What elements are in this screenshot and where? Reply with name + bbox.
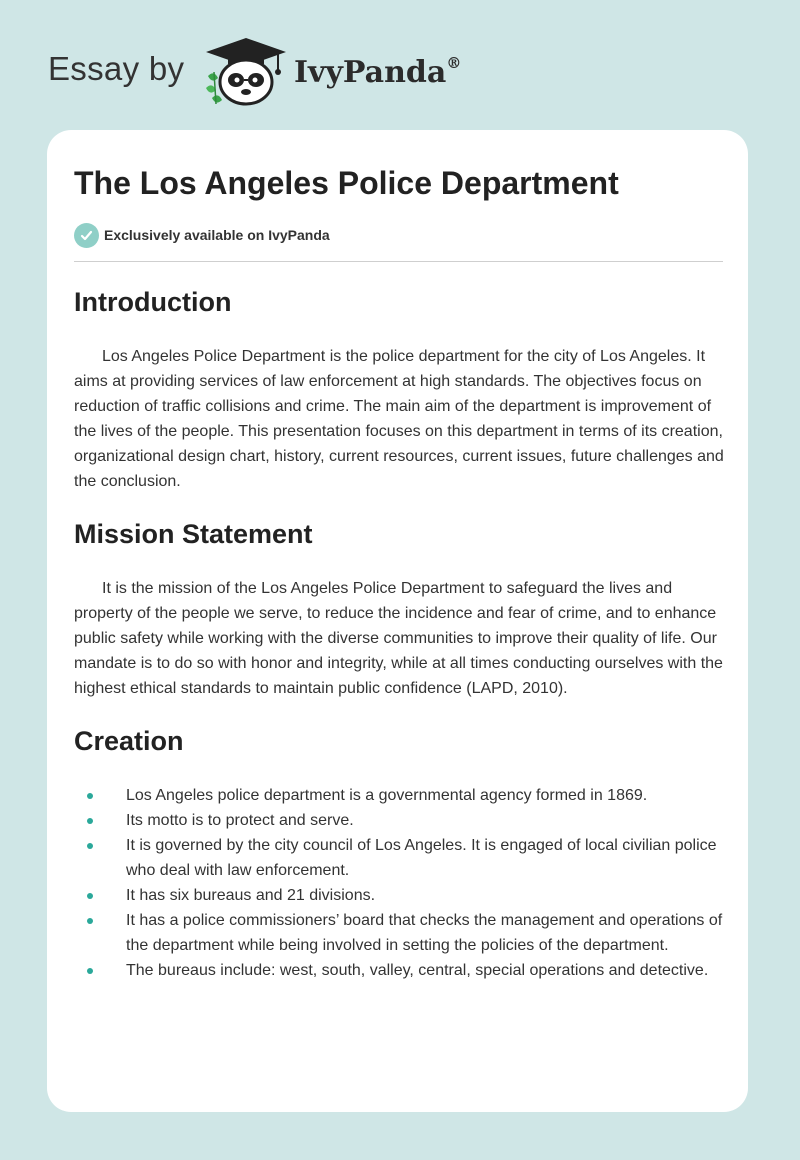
section-creation (74, 719, 724, 983)
list-item: It has six bureaus and 21 divisions. (74, 883, 724, 908)
list-item: It has a police commissioners’ board that checks the management and operations of the department while being involved in setting the policies of the department. (74, 908, 724, 958)
brand-logo[interactable] (294, 54, 461, 90)
section-heading: Creation (74, 726, 184, 756)
badge-label: Exclusively available on IvyPanda (104, 227, 330, 243)
essay-content (74, 280, 724, 983)
list-item: It is governed by the city council of Los Angeles. It is engaged of local civilian police who deal with law enforcement. (74, 833, 724, 883)
exclusive-badge (74, 222, 330, 248)
section-paragraph: It is the mission of the Los Angeles Police Department to safeguard the lives and property of the people we serve, to reduce the incidence and fear of crime, and to enhance public safety while working with the diverse communities to improve their quality of life. Our mandate is to do so with honor and integrity, while at all times conducting ourselves with the highest ethical standards to maintain public confidence (LAPD, 2010). (74, 580, 723, 697)
section-introduction (74, 280, 724, 494)
site-header (0, 0, 800, 130)
section-heading: Mission Statement (74, 519, 313, 549)
page-title: The Los Angeles Police Department (74, 165, 619, 201)
check-circle-icon (74, 223, 99, 248)
essay-by-label: Essay by (48, 50, 185, 87)
section-mission-statement (74, 512, 724, 701)
section-paragraph: Los Angeles Police Department is the police department for the city of Los Angeles. It aims at providing services of law enforcement at high standards. The objectives focus on reduction of traffic collisions and crime. The main aim of the department is improvement of the lives of the people. This presentation focuses on this department in terms of its creation, organizational design chart, history, current resources, current issues, future challenges and the conclusion. (74, 348, 724, 490)
divider (74, 261, 723, 262)
list-item: Its motto is to protect and serve. (74, 808, 724, 833)
list-item: Los Angeles police department is a governmental agency formed in 1869. (74, 783, 724, 808)
panda-graduate-icon[interactable] (198, 36, 294, 108)
registered-mark: ® (446, 54, 462, 72)
bullet-list (74, 783, 724, 983)
list-item: The bureaus include: west, south, valley, central, special operations and detective. (74, 958, 724, 983)
section-heading: Introduction (74, 287, 232, 317)
brand-name: IvyPanda (294, 55, 447, 90)
essay-card (47, 130, 748, 1112)
